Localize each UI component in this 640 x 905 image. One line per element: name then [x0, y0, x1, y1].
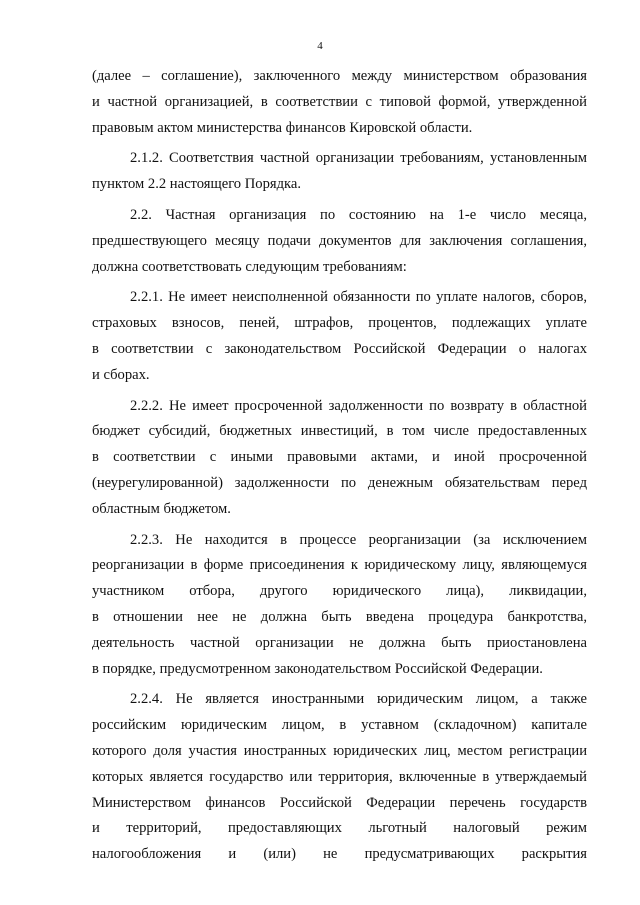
text-line: пунктом 2.2 настоящего Порядка.: [92, 176, 302, 193]
text-line: налогообложения и (или) не предусматривающих раскрытия: [92, 846, 587, 863]
text-line: (неурегулированной) задолженности по денежным обязательствам перед: [92, 474, 587, 491]
text-line: в порядке, предусмотренном законодательством Российской Федерации.: [92, 660, 543, 677]
text-line: реорганизации в форме присоединения к юридическому лицу, являющемуся: [92, 557, 587, 574]
text-line: правовым актом министерства финансов Кировской области.: [92, 119, 473, 136]
text-line: 2.2.3. Не находится в процессе реорганизации (за исключением: [130, 531, 587, 548]
text-line: 2.2. Частная организация по состоянию на 1-е число месяца,: [130, 206, 587, 223]
text-line: 2.2.4. Не является иностранными юридическим лицом, а также: [130, 691, 587, 708]
text-line: 2.2.1. Не имеет неисполненной обязанности по уплате налогов, сборов,: [130, 289, 587, 306]
text-line: областным бюджетом.: [92, 500, 231, 517]
text-line: в соответствии с иными правовыми актами, и иной просроченной: [92, 449, 587, 466]
paragraph-p-2-2-1: [92, 285, 587, 388]
paragraph-p-2-2-4: [92, 687, 587, 868]
text-line: в соответствии с законодательством Российской Федерации о налогах: [92, 340, 587, 357]
text-line: которого доля участия иностранных юридических лиц, местом регистрации: [92, 742, 587, 759]
text-line: российским юридическим лицом, в уставном (складочном) капитале: [92, 717, 587, 734]
paragraph-p0: [92, 64, 587, 141]
text-line: которых является государство или территория, включенные в утверждаемый: [92, 768, 587, 785]
text-line: 2.1.2. Соответствия частной организации требованиям, установленным: [130, 150, 587, 167]
text-line: Министерством финансов Российской Федерации перечень государств: [92, 794, 587, 811]
text-line: и частной организацией, в соответствии с типовой формой, утвержденной: [92, 93, 587, 110]
text-line: страховых взносов, пеней, штрафов, процентов, подлежащих уплате: [92, 315, 587, 332]
text-line: участником отбора, другого юридического лица), ликвидации,: [92, 583, 587, 600]
paragraph-p-2-2-2: [92, 394, 587, 523]
paragraph-p-2-2-3: [92, 528, 587, 683]
text-line: и территорий, предоставляющих льготный налоговый режим: [92, 820, 587, 837]
text-line: (далее – соглашение), заключенного между министерством образования: [92, 68, 587, 84]
paragraph-p-2-2: [92, 203, 587, 280]
paragraph-p-2-1-2: [92, 146, 587, 198]
text-line: в отношении нее не должна быть введена процедура банкротства,: [92, 608, 587, 625]
text-line: предшествующего месяцу подачи документов для заключения соглашения,: [92, 232, 587, 249]
text-line: бюджет субсидий, бюджетных инвестиций, в том числе предоставленных: [92, 423, 587, 440]
page-number: 4: [317, 40, 323, 52]
document-body: [92, 64, 587, 873]
text-line: и сборах.: [92, 366, 150, 383]
text-line: должна соответствовать следующим требованиям:: [92, 258, 407, 275]
text-line: деятельность частной организации не должна быть приостановлена: [92, 634, 587, 651]
text-line: 2.2.2. Не имеет просроченной задолженности по возврату в областной: [130, 397, 587, 414]
